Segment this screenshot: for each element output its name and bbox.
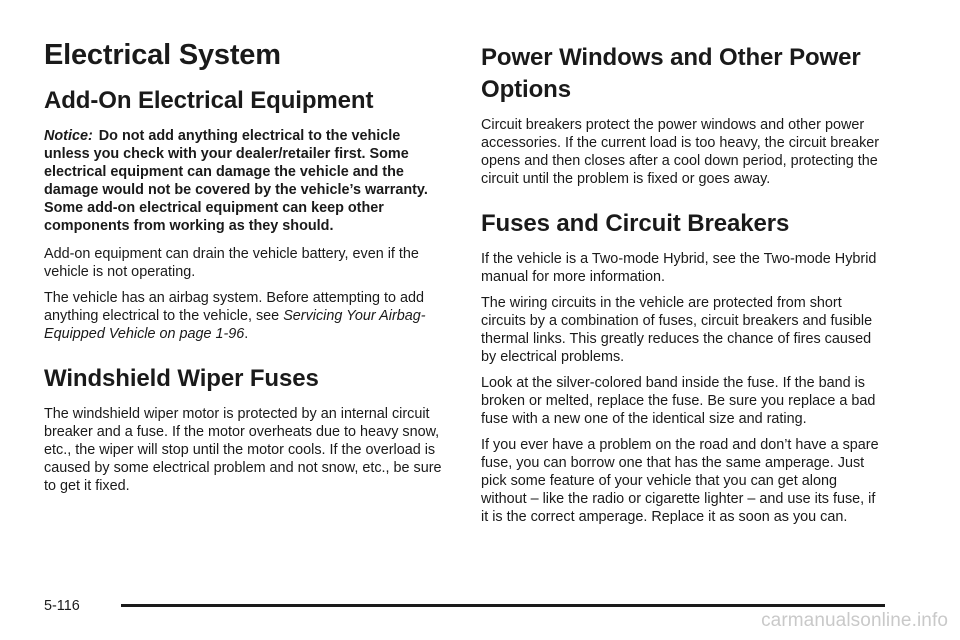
addon-paragraph-2 xyxy=(44,289,446,343)
section-heading-power: Power Windows and Other Power Options xyxy=(481,44,861,103)
fuses-paragraph-2: The wiring circuits in the vehicle are protected from short circuits by a combination of fuses, circuit breakers and fusible thermal links. This greatly reduces the chance of fires caused by electrical problems. xyxy=(481,294,873,365)
notice-label: Notice: xyxy=(44,127,93,144)
right-column xyxy=(481,38,885,534)
notice-paragraph xyxy=(44,127,446,235)
fuses-paragraph-3: Look at the silver-colored band inside the fuse. If the band is broken or melted, replace the fuse. Be sure you replace a bad fuse with a new one of the identical size and rating. xyxy=(481,374,876,427)
section-heading-fuses: Fuses and Circuit Breakers xyxy=(481,209,790,237)
page-title: Electrical System xyxy=(44,39,281,71)
section-heading-addon: Add-On Electrical Equipment xyxy=(44,86,374,114)
fuses-paragraph-4: If you ever have a problem on the road and don’t have a spare fuse, you can borrow one that has the same amperage. Just pick some feature of your vehicle that you can get along without – like the radio or cigarette lighter – and use its fuse, if it is the correct amperage. Replace it as soon as you can. xyxy=(481,436,879,525)
watermark-text: carmanualsonline.info xyxy=(761,610,948,631)
addon-paragraph-1: Add-on equipment can drain the vehicle battery, even if the vehicle is not operating. xyxy=(44,245,419,280)
left-column xyxy=(44,38,446,503)
fuses-paragraph-1: If the vehicle is a Two-mode Hybrid, see the Two-mode Hybrid manual for more information. xyxy=(481,250,877,285)
wiper-paragraph-1: The windshield wiper motor is protected by an internal circuit breaker and a fuse. If the motor overheats due to heavy snow, etc., the wiper will stop until the motor cools. If the overload is caused by some electrical problem and not snow, etc., be sure to get it fixed. xyxy=(44,405,442,494)
section-heading-wiper: Windshield Wiper Fuses xyxy=(44,364,319,392)
page-number: 5-116 xyxy=(44,598,80,614)
power-paragraph-1: Circuit breakers protect the power windows and other power accessories. If the current load is too heavy, the circuit breaker opens and then closes after a cool down period, protecting the circuit until the problem is fixed or goes away. xyxy=(481,116,880,187)
addon-paragraph-2-end: . xyxy=(244,325,249,342)
notice-text: Do not add anything electrical to the vehicle unless you check with your dealer/retailer first. Some electrical equipment can damage the vehicle and the damage would not be covered by the vehicle’s warranty. Some add-on electrical equipment can keep other components from working as they should. xyxy=(44,127,428,234)
addon-paragraph-2-text: The vehicle has an airbag system. Before attempting to add anything electrical to the vehicle, see xyxy=(44,289,424,324)
airbag-page-reference-link[interactable]: Servicing Your Airbag-Equipped Vehicle on page 1-96 xyxy=(44,307,426,342)
footer-divider xyxy=(121,604,885,607)
